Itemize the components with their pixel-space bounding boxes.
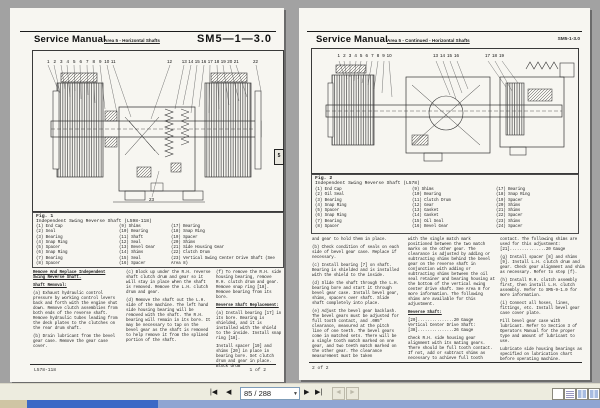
list-item: 18 [214, 59, 220, 64]
taskbar[interactable] [0, 400, 600, 408]
list-item: 19 [220, 59, 226, 64]
procedure-heading: Remove And Replace Independent Swing Reverse Shaft. [33, 271, 106, 280]
list-item: 6 [79, 59, 82, 64]
list-item: 21 [233, 59, 239, 64]
list-item: (5) Spacer [36, 246, 61, 251]
figure-1-title: Independent Swing Reverse Shaft (L598-118) [36, 219, 152, 224]
figure-2-legend [311, 174, 579, 234]
list-item: (9) Shims [119, 225, 141, 229]
list-item: (20) Shims [496, 203, 521, 208]
list-item: (18) Snap Ring [171, 230, 205, 235]
first-page-button[interactable]: |◀ [210, 389, 218, 396]
parts-list-col3 [171, 225, 279, 267]
continuous-layout-icon[interactable] [564, 388, 576, 400]
contact-paragraph: contact. The following shims are used for this adjustment: [500, 238, 578, 247]
list-item: (6) Snap Ring [36, 251, 68, 256]
list-item: (3) Bearing [315, 198, 342, 203]
list-item: 11 [110, 59, 116, 64]
list-item: (4) Snap Ring [36, 240, 68, 245]
list-item: 7 [85, 59, 89, 64]
step-f: (f) To remove the R.H. side housing bearing, remove R.H. clutch drum and gear. Remove snap ring [18]. Remove bearing from its bore. [216, 271, 282, 300]
next-page-button[interactable]: ▶ [304, 389, 310, 396]
replacement-step-cont: Install spacer [19] and shims [20] in place in bearing bore. Set clutch drum and gear in place. Block drum [216, 345, 274, 369]
shim-spec-3: [21]...............20 Gauge [500, 248, 566, 252]
parts-list-col2 [412, 188, 492, 230]
continuous-facing-layout-icon[interactable] [588, 388, 600, 400]
figure-2-callouts-mid [432, 53, 460, 58]
list-item: (22) Clutch Drum [171, 251, 210, 256]
list-item: 10 [104, 59, 110, 64]
list-item: (13) Bevel Gear [119, 246, 156, 251]
footer-rule [30, 364, 276, 365]
list-item: (16) Spacer [119, 262, 146, 267]
lubricate-paragraph: Lubricate side housing bearings as specified on lubrication chart before operating machine. [500, 348, 583, 362]
figure-2-callouts-right [484, 53, 505, 58]
list-item: 13 [432, 53, 438, 58]
single-page-layout-icon[interactable] [552, 388, 564, 400]
list-item: 19 [498, 53, 504, 58]
step-d: (d) Slide the shaft through the L.H. bearing bore and start it through bevel gear case. Install bevel gear, shims, spacers over shaft. Slide shaft completely into place. [312, 282, 399, 306]
list-item: (15) Seal [119, 256, 141, 261]
list-item: 15 [446, 53, 452, 58]
step-h: (h) Install R.H. clutch assembly first, then install L.H. clutch assembly. Refer to SM5-9-1.0 for more information. [500, 279, 578, 298]
list-item: (21) Shims [496, 209, 521, 214]
list-item: (23) Shims [496, 219, 521, 224]
figure-2-callouts-left [336, 53, 392, 58]
list-item: 3 [59, 59, 63, 64]
list-item: (10) Bearing [412, 193, 441, 198]
body-col2 [126, 271, 212, 347]
window-corner [0, 400, 27, 408]
figure-1 [32, 50, 284, 212]
list-item: (3) Bearing [36, 235, 63, 240]
manual-page-right [299, 8, 590, 380]
list-item: 2 [53, 59, 56, 64]
step-i: (i) Connect all hoses, lines, fittings, etc. Install bevel gear case cover plate. [500, 302, 580, 316]
figure-2-title: Independent Swing Reverse Shaft (L578) [315, 181, 420, 186]
step-b: (b) Drain lubricant from the bevel gear case. Remove the gear case cover. [33, 335, 116, 349]
list-item: (8) Spacer [36, 262, 61, 267]
list-item: (19) Spacer [496, 198, 523, 203]
list-item: 1 [46, 59, 50, 64]
list-item: (24) Spacer [496, 225, 523, 230]
previous-view-icon[interactable]: ◄ [332, 387, 345, 400]
list-item: (1) End Cap [315, 188, 342, 192]
list-item: (9) Shims [412, 188, 434, 192]
parts-list-col1 [315, 188, 405, 230]
header-rule [20, 31, 276, 32]
list-item: (16) Bevel Gear [412, 225, 449, 230]
step-c: (c) Block up under the R.H. reverse shaft clutch drum and gear so it will stay in place when the shaft is removed. Remove the L.H. clutch drum and gear. [126, 271, 211, 295]
last-page-button[interactable]: ▶| [315, 389, 323, 396]
shim-spec-1: [20]...............20 Gauge [408, 319, 474, 323]
list-item: 14 [439, 53, 445, 58]
figure-1-callouts-right [181, 59, 240, 64]
list-item: 20 [227, 59, 233, 64]
body-col3 [500, 238, 585, 366]
list-item: (13) Gasket [412, 209, 439, 214]
list-item: (14) Shims [119, 251, 144, 256]
list-item: (12) Seal [119, 240, 141, 245]
footer-doc-number: L578-118 [34, 368, 57, 373]
header-rule [307, 31, 582, 32]
list-item: (20) Shims [171, 240, 196, 245]
list-item: (7) Bearing [36, 256, 63, 261]
figure-2 [311, 48, 579, 174]
procedure-subheading: Shaft Removal: [33, 284, 67, 288]
list-item: (15) Oil Seal [412, 219, 444, 224]
figure-1-callout-23: 23 [149, 197, 155, 202]
figure-1-callouts-left [45, 59, 117, 64]
alignment-paragraph: Check R.H. side housing gear alignment with its mating gears. There should be full tooth contact. If not, add or subtract shims as necessary to achieve full tooth [408, 337, 493, 361]
list-item: 10 [386, 53, 392, 58]
list-item: (23) Vertical Swing Center Drive Shaft (See Area 8) [171, 256, 275, 267]
footer-rule [309, 362, 582, 363]
replacement-step-a: (a) Install bearing [17] in its bore. Bearing is shielded, and it is installed with the shield to the inside. Install snap ring [18]. [216, 312, 282, 341]
list-item: (2) Seal [36, 230, 56, 235]
vertical-shaft-heading: Vertical Center Drive Shaft: [408, 324, 476, 328]
step-b: (b) Check condition of seals on each side of bevel gear case. Replace if necessary. [312, 246, 399, 260]
list-item: 16 [453, 53, 459, 58]
list-item: 7 [371, 53, 374, 58]
figure-1-callout-12: 12 [167, 59, 173, 64]
list-item: 4 [354, 53, 357, 58]
list-item: 8 [376, 53, 380, 58]
step-d: (d) Remove the shaft out the L.H. side of the machine. The left hand side housing bearing will be removed with the shaft. The R.H. bearing will remain in its bore. It may be necessary to tap on the bevel gear as the shaft is removed to help remove it from the splined portion of the shaft. [126, 299, 211, 343]
replacement-heading: Reverse Shaft Replacement: [216, 304, 279, 308]
figure-2-drawing [312, 49, 578, 173]
list-item: 3 [348, 53, 352, 58]
list-item: 13 [181, 59, 187, 64]
adjustment-paragraph: with the single match mark positioned between the two match marks on the other gear. The clearance is adjusted by adding or subtracting shims behind the bevel gear on the reverse shaft in conjunction with adding or subtracting shims between the oil seal retainer and bearing housing at the bottom of the vertical swing center drive shaft. See Area 8 for more information. The following shims are available for this adjustment. [408, 238, 495, 307]
list-item: (21) Side Housing Gear [171, 246, 225, 251]
list-item: 9 [98, 59, 102, 64]
body-col2 [408, 238, 496, 365]
list-item: (2) Oil Seal [315, 193, 344, 198]
manual-page-left [10, 8, 284, 382]
list-item: (1) End Cap [36, 225, 63, 229]
reverse-shaft-heading: Reverse Shaft: [408, 311, 442, 315]
body-col1 [312, 238, 400, 363]
footer-page-count: 2 of 2 [312, 366, 329, 371]
list-item: 15 [194, 59, 200, 64]
figure-2-label: Fig. 2 [315, 176, 333, 181]
list-item: (11) Shaft [119, 235, 144, 240]
page-number-field[interactable] [240, 387, 300, 400]
viewer-status-bar [0, 383, 600, 401]
body-col1 [33, 271, 119, 353]
facing-layout-icon[interactable] [576, 388, 588, 400]
list-item: 5 [359, 53, 363, 58]
list-item: 1 [337, 53, 341, 58]
list-item: (18) Snap Ring [496, 193, 530, 198]
step-e: (e) Adjust the bevel gear backlash. The bevel gears must be adjusted for full tooth contact, and .005" clearance, measured at the pitch line of one teeth. The bevel gears come in matched sets. There will be a single tooth match marked on one gear, and two teeth match marked on the other gear. The clearance measurement must be taken [312, 310, 399, 359]
parts-list-col3 [496, 188, 566, 230]
list-item: (14) Gasket [412, 214, 439, 219]
list-item: (19) Spacer [171, 235, 198, 240]
continued-paragraph: and gear to hold them in place. [312, 238, 387, 242]
list-item: (4) Snap Ring [315, 203, 347, 208]
list-item: (22) Spacer [496, 214, 523, 219]
list-item: (11) Clutch Drum [412, 198, 451, 203]
list-item: 6 [365, 53, 369, 58]
doc-code: SM5—1—3.0 [196, 33, 272, 45]
section-edge-tab: 5 [274, 149, 284, 165]
page-subtitle: Area 5 - Horizontal Shafts [104, 38, 160, 43]
parts-list-col2 [119, 225, 179, 267]
figure-1-drawing [33, 51, 283, 211]
figure-1-legend [32, 212, 284, 268]
list-item: (8) Spacer [315, 225, 340, 230]
list-item: (12) Gear [412, 203, 434, 208]
list-item: (17) Bearing [496, 188, 525, 192]
list-item: (17) Bearing [171, 225, 200, 229]
page-title: Service Manual [316, 34, 388, 45]
doc-code: SM5-1-3.0 [557, 37, 580, 42]
list-item: 17 [484, 53, 490, 58]
shim-spec-2: [38]...............26 Gauge [408, 329, 474, 333]
next-view-icon[interactable]: ► [346, 387, 359, 400]
list-item: (10) Bearing [119, 230, 148, 235]
list-item: 2 [343, 53, 346, 58]
page-subtitle: Area 5 - Continued - Horizontal Shafts [387, 38, 470, 43]
taskbar-button[interactable] [27, 400, 158, 408]
fill-paragraph: Fill bevel gear case with lubricant. Refer to Section 3 of Operators Manual for the proper type and amount of lubricant to use. [500, 320, 578, 344]
list-item: 4 [66, 59, 69, 64]
step-g: (g) Install spacer [8] and shims [9]. Install L.H. clutch drum and gear. Check gear alignment and shim as necessary. Refer to step (f). [500, 256, 585, 275]
step-a: (a) Exhaust hydraulic control pressure by working control levers back and forth with the engine shut down. Remove clutch assemblies from both ends of the reverse shaft. Remove hydraulic tubes leading from the deck plates to the clutches on the rear drum shaft. [33, 292, 118, 331]
previous-page-button[interactable]: ◀ [226, 389, 232, 396]
list-item: 17 [207, 59, 213, 64]
list-item: (6) Snap Ring [315, 214, 347, 219]
figure-1-label: Fig. 1 [36, 214, 54, 219]
figure-1-callout-22: 22 [253, 59, 259, 64]
body-col3 [216, 271, 282, 373]
dropdown-arrow-icon[interactable]: ▼ [293, 390, 298, 397]
footer-page-count: 1 of 2 [249, 368, 266, 373]
list-item: 8 [92, 59, 95, 64]
page-title: Service Manual [34, 34, 106, 45]
list-item: 9 [382, 53, 385, 58]
parts-list-col1 [36, 225, 116, 267]
page-number-value[interactable]: 85 / 288 [244, 388, 272, 398]
list-item: 16 [201, 59, 207, 64]
list-item: 5 [72, 59, 76, 64]
list-item: 18 [491, 53, 497, 58]
step-c: (c) Install bearing [7] on shaft. Bearing is shielded and is installed with the shield to the inside. [312, 264, 399, 278]
list-item: (5) Spacer [315, 209, 340, 214]
list-item: 14 [188, 59, 194, 64]
list-item: (7) Bearing [315, 219, 342, 224]
